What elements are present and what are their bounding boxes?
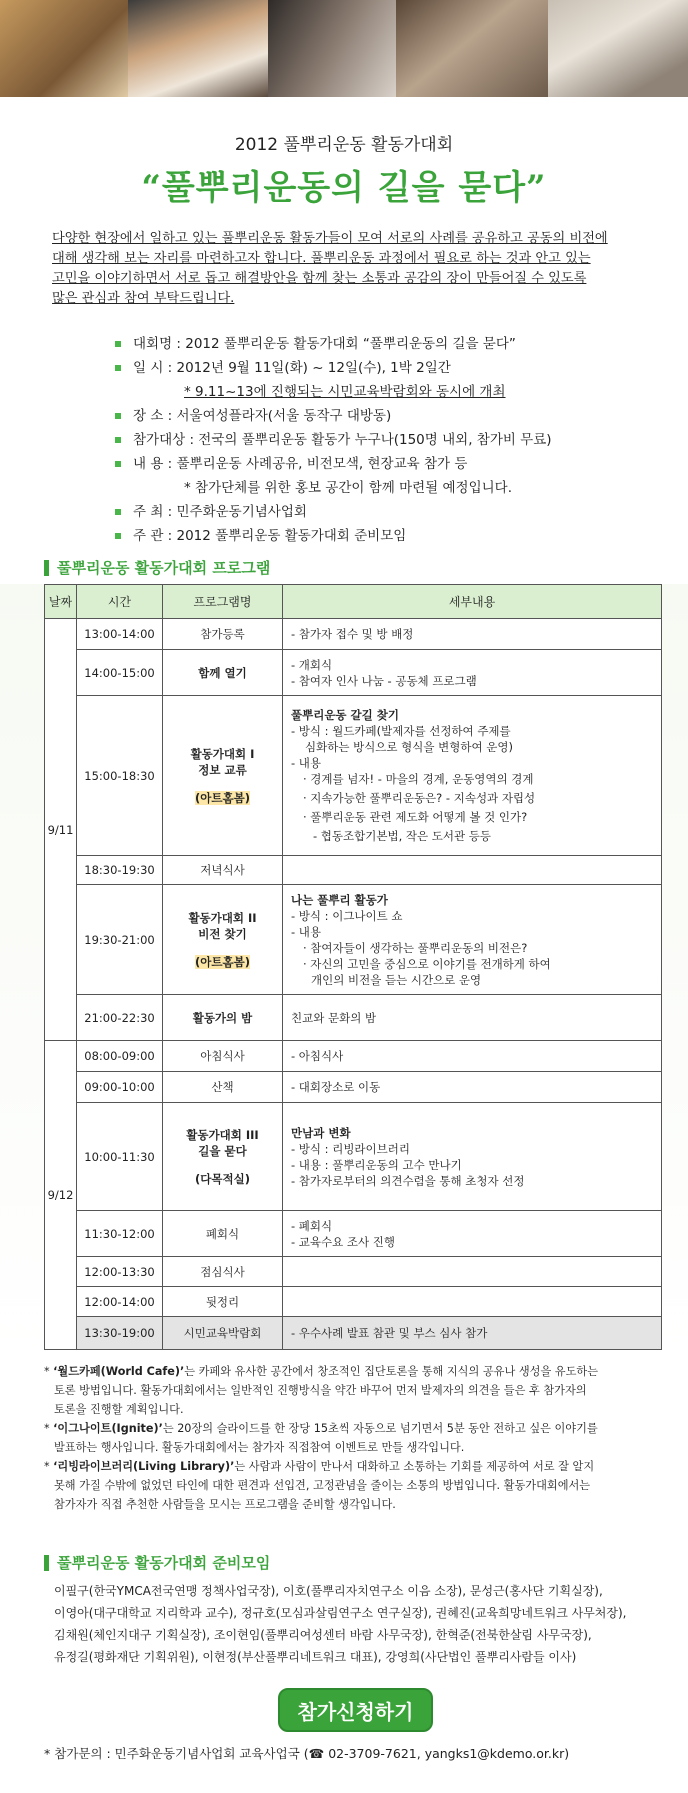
bullet-square-icon bbox=[115, 437, 121, 443]
note-world-cafe: * ‘월드카페(World Cafe)’는 카페와 유사한 공간에서 창조적인 집단토론을 통해 지식의 공유나 생성을 유도하는 토론 방법입니다. 활동가대회에서는 일반적인 진행방식을 약간 바꾸어 먼저 발제자의 의견을 들은 후 참가자의 토론을 진행할 계획입니다. bbox=[44, 1365, 599, 1416]
detail-cell: 나는 풀뿌리 활동가 - 방식 : 이그나이트 쇼 - 내용 · 참여자들이 생각하는 풀뿌리운동의 비전은? · 자신의 고민을 중심으로 이야기를 전개하게 하여 개인의 비전을 듣는 시간으로 운영 bbox=[283, 885, 662, 995]
program-name-cell: 활동가대회 I 정보 교류 (아트홈봄) bbox=[163, 696, 283, 856]
table-row bbox=[45, 619, 662, 650]
time-cell: 19:30-21:00 bbox=[77, 885, 163, 995]
committee-members bbox=[54, 1580, 674, 1668]
photo-5 bbox=[548, 0, 688, 97]
time-cell: 15:00-18:30 bbox=[77, 696, 163, 856]
detail-cell: 풀뿌리운동 갈길 찾기 - 방식 : 월드카페(발제자를 선정하여 주제를 심화하는 방식으로 형식을 변형하여 운영) - 내용 · 경계를 넘자! - 마을의 경계, 운동영역의 경계 · 지속가능한 풀뿌리운동은? - 지속성과 자립성 · 풀뿌리운동 관련 제도화 어떻게 볼 것 인가? - 협동조합기본법, 작은 도서관 등등 bbox=[283, 696, 662, 856]
photo-2 bbox=[128, 0, 268, 97]
detail-cell: - 참가자 접수 및 방 배정 bbox=[283, 619, 662, 650]
time-cell: 08:00-09:00 bbox=[77, 1041, 163, 1072]
intro-line: 많은 관심과 참여 부탁드립니다. bbox=[52, 291, 235, 306]
detail-date-note: * 9.11~13에 진행되는 시민교육박람회와 동시에 개최 bbox=[184, 384, 506, 400]
detail-item-date: 일 시 : 2012년 9월 11일(화) ~ 12일(수), 1박 2일간 bbox=[115, 356, 675, 380]
time-cell: 12:00-13:30 bbox=[77, 1257, 163, 1287]
table-row bbox=[45, 1317, 662, 1350]
table-row bbox=[45, 1287, 662, 1317]
photo-4 bbox=[396, 0, 548, 97]
member-line: 김채원(체인지대구 기획실장), 조이현임(풀뿌리여성센터 바람 사무국장), 한혁준(전북한살림 사무국장), bbox=[54, 1628, 592, 1642]
time-cell: 13:00-14:00 bbox=[77, 619, 163, 650]
detail-item-host: 주 최 : 민주화운동기념사업회 bbox=[115, 500, 675, 524]
program-section-title: 풀뿌리운동 활동가대회 프로그램 bbox=[44, 557, 270, 578]
event-title: “풀뿌리운동의 길을 묻다” bbox=[141, 168, 547, 208]
photo-3 bbox=[268, 0, 396, 97]
time-cell: 12:00-14:00 bbox=[77, 1287, 163, 1317]
detail-cell: 만남과 변화 - 방식 : 리빙라이브러리 - 내용 : 풀뿌리운동의 고수 만나기 - 참가자로부터의 의견수렴을 통해 초청자 선정 bbox=[283, 1103, 662, 1211]
table-row bbox=[45, 1072, 662, 1103]
detail-cell: - 대회장소로 이동 bbox=[283, 1072, 662, 1103]
apply-button[interactable]: 참가신청하기 bbox=[278, 1688, 433, 1732]
time-cell: 11:30-12:00 bbox=[77, 1211, 163, 1257]
member-line: 유정길(평화재단 기획위원), 이현정(부산풀뿌리네트워크 대표), 강영희(사단법인 풀뿌리사람들 이사) bbox=[54, 1650, 577, 1664]
header-photo-strip bbox=[0, 0, 688, 97]
member-line: 이영아(대구대학교 지리학과 교수), 정규호(모심과살림연구소 연구실장), 권혜진(교육희망네트워크 사무처장), bbox=[54, 1606, 627, 1620]
table-row bbox=[45, 1211, 662, 1257]
header-detail: 세부내용 bbox=[283, 585, 662, 619]
table-row bbox=[45, 856, 662, 885]
detail-item-content: 내 용 : 풀뿌리운동 사례공유, 비전모색, 현장교육 참가 등 bbox=[115, 452, 675, 476]
event-subtitle: 2012 풀뿌리운동 활동가대회 bbox=[234, 135, 454, 155]
time-cell: 10:00-11:30 bbox=[77, 1103, 163, 1211]
table-row bbox=[45, 1103, 662, 1211]
bullet-square-icon bbox=[115, 533, 121, 539]
program-name-cell: 참가등록 bbox=[163, 619, 283, 650]
detail-cell: - 우수사례 발표 참관 및 부스 심사 참가 bbox=[283, 1317, 662, 1350]
program-name-cell: 함께 열기 bbox=[163, 650, 283, 696]
day-cell-1: 9/11 bbox=[45, 619, 77, 1041]
program-name-cell: 뒷정리 bbox=[163, 1287, 283, 1317]
table-row bbox=[45, 696, 662, 856]
glossary-notes bbox=[44, 1362, 664, 1514]
table-row bbox=[45, 650, 662, 696]
bullet-square-icon bbox=[115, 413, 121, 419]
time-cell: 09:00-10:00 bbox=[77, 1072, 163, 1103]
event-details-list bbox=[115, 332, 675, 548]
phone-icon: ☎ bbox=[308, 1746, 325, 1761]
bullet-square-icon bbox=[115, 461, 121, 467]
program-name-cell: 저녁식사 bbox=[163, 856, 283, 885]
program-name-cell: 활동가대회 III 길을 묻다 (다목적실) bbox=[163, 1103, 283, 1211]
time-cell: 18:30-19:30 bbox=[77, 856, 163, 885]
detail-item-place: 장 소 : 서울여성플라자(서울 동작구 대방동) bbox=[115, 404, 675, 428]
section-bar-icon bbox=[44, 1555, 49, 1571]
committee-section-title: 풀뿌리운동 활동가대회 준비모임 bbox=[44, 1552, 270, 1573]
program-table bbox=[44, 584, 662, 1350]
table-row bbox=[45, 885, 662, 995]
header-date: 날짜 bbox=[45, 585, 77, 619]
photo-1 bbox=[0, 0, 128, 97]
note-ignite: * ‘이그나이트(Ignite)’는 20장의 슬라이드를 한 장당 15초씩 자동으로 넘기면서 5분 동안 전하고 싶은 이야기를 발표하는 행사입니다. 활동가대회에서는 참가자 직접참여 이벤트로 만들 생각입니다. bbox=[44, 1422, 598, 1454]
detail-cell: - 개회식 - 참여자 인사 나눔 - 공동체 프로그램 bbox=[283, 650, 662, 696]
detail-cell: 친교와 문화의 밤 bbox=[283, 995, 662, 1041]
note-living-library: * ‘리빙라이브러리(Living Library)’는 사람과 사람이 만나서 대화하고 소통하는 기회를 제공하여 서로 잘 알지 못해 가질 수밖에 없었던 타인에 대한 편견과 선입견, 고정관념을 줄이는 소통의 방법입니다. 활동가대회에서는 참가자가 직접 추천한 사람들을 모시는 프로그램을 준비할 생각입니다. bbox=[44, 1460, 595, 1511]
program-name-cell: 산책 bbox=[163, 1072, 283, 1103]
time-cell: 21:00-22:30 bbox=[77, 995, 163, 1041]
detail-cell bbox=[283, 1287, 662, 1317]
program-name-cell: 시민교육박람회 bbox=[163, 1317, 283, 1350]
intro-line: 다양한 현장에서 일하고 있는 풀뿌리운동 활동가들이 모여 서로의 사례를 공유하고 공동의 비전에 bbox=[52, 231, 608, 246]
detail-item-name: 대회명 : 2012 풀뿌리운동 활동가대회 “풀뿌리운동의 길을 묻다” bbox=[115, 332, 675, 356]
program-name-cell: 아침식사 bbox=[163, 1041, 283, 1072]
detail-cell bbox=[283, 1257, 662, 1287]
detail-item-organizer: 주 관 : 2012 풀뿌리운동 활동가대회 준비모임 bbox=[115, 524, 675, 548]
detail-cell: - 폐회식 - 교육수요 조사 진행 bbox=[283, 1211, 662, 1257]
time-cell: 14:00-15:00 bbox=[77, 650, 163, 696]
program-name-cell: 폐회식 bbox=[163, 1211, 283, 1257]
bullet-square-icon bbox=[115, 341, 121, 347]
detail-cell bbox=[283, 856, 662, 885]
header-time: 시간 bbox=[77, 585, 163, 619]
bullet-square-icon bbox=[115, 509, 121, 515]
table-row bbox=[45, 995, 662, 1041]
intro-line: 대해 생각해 보는 자리를 마련하고자 합니다. 풀뿌리운동 과정에서 필요로 하는 것과 안고 있는 bbox=[52, 251, 591, 266]
intro-line: 고민을 이야기하면서 서로 돕고 해결방안을 함께 찾는 소통과 공감의 장이 만들어질 수 있도록 bbox=[52, 271, 587, 286]
contact-info: * 참가문의 : 민주화운동기념사업회 교육사업국 (☎ 02-3709-7621, yangks1@kdemo.or.kr) bbox=[44, 1746, 570, 1761]
table-row bbox=[45, 1257, 662, 1287]
bullet-square-icon bbox=[115, 365, 121, 371]
member-line: 이필구(한국YMCA전국연맹 정책사업국장), 이호(풀뿌리자치연구소 이음 소장), 문성근(홍사단 기획실장), bbox=[54, 1584, 603, 1598]
program-name-cell: 점심식사 bbox=[163, 1257, 283, 1287]
detail-cell: - 아침식사 bbox=[283, 1041, 662, 1072]
header-name: 프로그램명 bbox=[163, 585, 283, 619]
day-cell-2: 9/12 bbox=[45, 1041, 77, 1350]
detail-content-note: * 참가단체를 위한 홍보 공간이 함께 마련될 예정입니다. bbox=[184, 480, 512, 496]
section-bar-icon bbox=[44, 560, 49, 576]
time-cell: 13:30-19:00 bbox=[77, 1317, 163, 1350]
intro-paragraph bbox=[52, 229, 652, 309]
table-row bbox=[45, 1041, 662, 1072]
table-header-row bbox=[45, 585, 662, 619]
program-name-cell: 활동가대회 II 비전 찾기 (아트홈봄) bbox=[163, 885, 283, 995]
detail-item-target: 참가대상 : 전국의 풀뿌리운동 활동가 누구나(150명 내외, 참가비 무료) bbox=[115, 428, 675, 452]
program-name-cell: 활동가의 밤 bbox=[163, 995, 283, 1041]
